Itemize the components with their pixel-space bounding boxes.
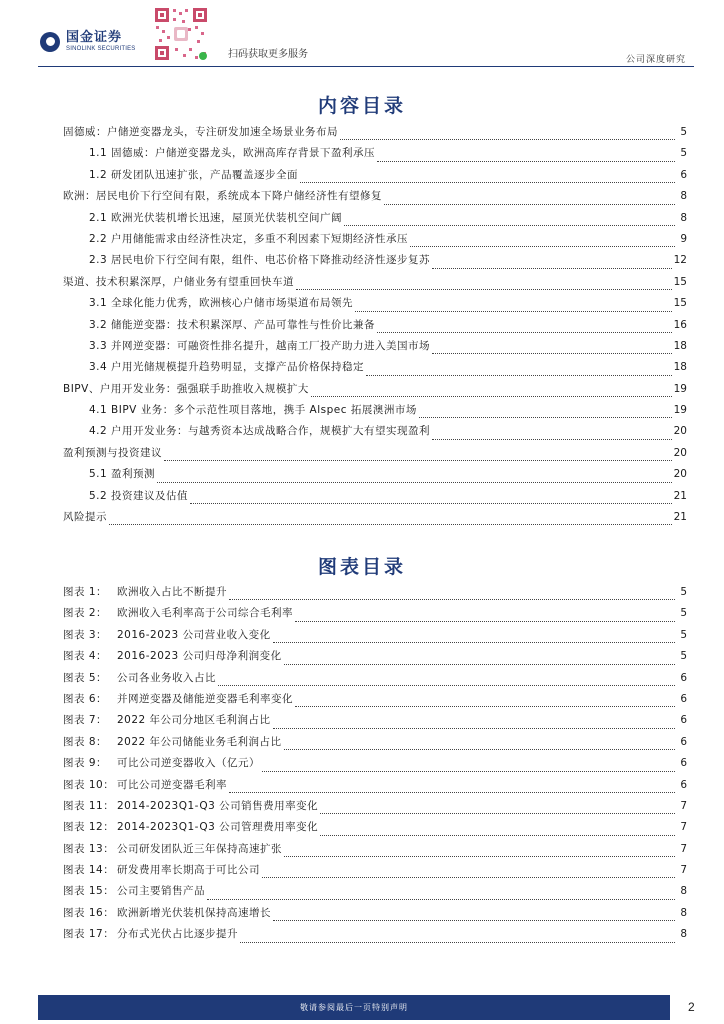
toc-entry-label: 盈利预测与投资建议 — [63, 446, 162, 459]
toc-entry-page: 16 — [673, 318, 687, 331]
toc-dot-leader — [344, 224, 675, 226]
figure-dot-leader — [229, 598, 675, 600]
toc-subsection-entry[interactable] — [63, 466, 687, 487]
toc-entry-label: BIPV、户用开发业务：强强联手助推收入规模扩大 — [63, 382, 309, 395]
toc-entry-label: 欧洲：居民电价下行空间有限，系统成本下降户储经济性有望修复 — [63, 190, 382, 203]
toc-entry-page: 9 — [680, 232, 687, 245]
qr-code-icon[interactable] — [153, 6, 209, 62]
toc-entry-page: 5 — [680, 126, 687, 138]
toc-entry-page: 19 — [673, 404, 687, 417]
figure-number: 图表 6： — [63, 692, 108, 705]
figure-dot-leader — [295, 705, 675, 707]
footer-band — [38, 995, 670, 1020]
toc-dot-leader — [377, 160, 675, 162]
toc-subsection-entry[interactable] — [63, 317, 687, 338]
toc-entry-page: 19 — [673, 382, 687, 395]
toc-entry-page: 6 — [680, 168, 687, 181]
figure-entry-label — [63, 627, 271, 642]
figure-number: 图表 2： — [63, 607, 108, 620]
figure-dot-leader — [207, 898, 675, 900]
figure-caption: 欧洲收入占比不断提升 — [117, 586, 227, 598]
toc-entry-page: 15 — [673, 297, 687, 310]
figure-number: 图表 4： — [63, 650, 108, 663]
toc-subsection-entry[interactable] — [63, 338, 687, 359]
figure-entry-label — [63, 755, 260, 770]
figure-dot-leader — [262, 770, 675, 772]
figure-caption: 欧洲新增光伏装机保持高速增长 — [117, 906, 271, 919]
toc-dot-leader — [410, 245, 675, 247]
figure-number: 图表 10： — [63, 778, 115, 791]
figure-number: 图表 13： — [63, 842, 115, 855]
figure-caption: 公司各业务收入占比 — [117, 671, 216, 684]
toc-subsection-entry[interactable] — [63, 359, 687, 380]
figure-entry-page: 7 — [680, 821, 687, 834]
figure-caption: 可比公司逆变器毛利率 — [117, 778, 227, 791]
figure-caption: 研发费用率长期高于可比公司 — [117, 864, 260, 877]
toc-section-entry[interactable] — [63, 124, 687, 145]
figure-entry-page: 7 — [680, 799, 687, 812]
figure-caption: 2014-2023Q1-Q3 公司管理费用率变化 — [117, 821, 319, 834]
figure-number: 图表 11： — [63, 799, 115, 812]
toc-entry-page: 18 — [673, 361, 687, 374]
figure-dot-leader — [320, 834, 675, 836]
figure-entry-page: 8 — [680, 928, 687, 941]
figure-entry-label — [63, 734, 282, 749]
toc-entry-page: 8 — [680, 190, 687, 203]
figure-entry-label — [63, 819, 318, 834]
toc-subsection-entry[interactable] — [63, 423, 687, 444]
figure-number: 图表 9： — [63, 757, 108, 770]
figure-list-entry[interactable] — [63, 905, 687, 926]
figure-list-entry[interactable] — [63, 605, 687, 626]
figure-list-entry[interactable] — [63, 883, 687, 904]
toc-entry-label: 3.4 户用光储规模提升趋势明显，支撑产品价格保持稳定 — [89, 361, 365, 374]
header-divider — [38, 66, 694, 67]
toc-dot-leader — [190, 502, 672, 504]
toc-dot-leader — [296, 288, 672, 290]
toc-entry-page: 18 — [673, 339, 687, 352]
figure-number: 图表 8： — [63, 735, 108, 748]
toc-dot-leader — [311, 395, 672, 397]
figure-list-entry[interactable] — [63, 755, 687, 776]
toc-entry-label: 固德威：户储逆变器龙头，专注研发加速全场景业务布局 — [63, 126, 338, 138]
figure-entry-label — [63, 584, 227, 599]
toc-entry-page: 8 — [680, 211, 687, 224]
toc-entry-label: 2.2 户用储能需求由经济性决定，多重不利因素下短期经济性承压 — [89, 232, 409, 245]
figure-entry-page: 5 — [680, 650, 687, 663]
toc-entry-label: 2.1 欧洲光伏装机增长迅速，屋顶光伏装机空间广阔 — [89, 211, 343, 224]
toc-subsection-entry[interactable] — [63, 231, 687, 252]
figure-entry-page: 5 — [680, 628, 687, 641]
toc-subsection-entry[interactable] — [63, 145, 687, 166]
toc-entry-label: 4.1 BIPV 业务：多个示范性项目落地，携手 Alspec 拓展澳洲市场 — [89, 404, 417, 417]
figure-caption: 可比公司逆变器收入（亿元） — [117, 757, 260, 770]
brand-name-cn: 国金证券 — [66, 30, 123, 45]
figure-entry-page: 6 — [680, 778, 687, 791]
toc-entry-label: 3.2 储能逆变器：技术积累深厚、产品可靠性与性价比兼备 — [89, 318, 376, 331]
figure-list-entry[interactable] — [63, 712, 687, 733]
figure-list — [63, 584, 687, 948]
figure-number: 图表 15： — [63, 885, 115, 898]
figure-caption: 欧洲收入毛利率高于公司综合毛利率 — [117, 607, 293, 620]
toc-subsection-entry[interactable] — [63, 488, 687, 509]
toc-dot-leader — [384, 203, 675, 205]
figure-entry-label — [63, 712, 271, 727]
brand-logo — [40, 30, 135, 53]
figure-entry-label — [63, 605, 293, 620]
figure-list-entry[interactable] — [63, 819, 687, 840]
toc-entry-label: 1.1 固德威：户储逆变器龙头，欧洲高库存背景下盈利承压 — [89, 147, 376, 160]
toc-list — [63, 124, 687, 530]
figure-number: 图表 14： — [63, 864, 115, 877]
figure-dot-leader — [229, 791, 675, 793]
footer-disclaimer[interactable]: 敬请参阅最后一页特别声明 — [300, 1003, 408, 1012]
toc-dot-leader — [164, 459, 672, 461]
figure-dot-leader — [273, 919, 675, 921]
toc-subsection-entry[interactable] — [63, 295, 687, 316]
toc-entry-label: 5.2 投资建议及估值 — [89, 489, 189, 502]
toc-subsection-entry[interactable] — [63, 402, 687, 423]
toc-entry-page: 20 — [673, 468, 687, 481]
brand-name-en: SINOLINK SECURITIES — [66, 46, 136, 52]
toc-dot-leader — [432, 352, 672, 354]
figure-caption: 2016-2023 公司归母净利润变化 — [117, 650, 282, 663]
figure-dot-leader — [273, 727, 675, 729]
toc-dot-leader — [419, 416, 672, 418]
figure-entry-page: 6 — [680, 735, 687, 748]
toc-entry-label: 渠道、技术积累深厚，户储业务有望重回快车道 — [63, 275, 294, 288]
figure-caption: 2022 年公司储能业务毛利润占比 — [117, 735, 282, 748]
figure-list-entry[interactable] — [63, 627, 687, 648]
toc-dot-leader — [432, 267, 672, 269]
figure-entry-page: 5 — [680, 586, 687, 598]
toc-dot-leader — [340, 138, 675, 140]
figure-list-title: 图表目录 — [317, 556, 406, 578]
figure-entry-label — [63, 648, 282, 663]
figure-caption: 并网逆变器及储能逆变器毛利率变化 — [117, 692, 293, 705]
figure-entry-label — [63, 798, 318, 813]
figure-list-entry[interactable] — [63, 670, 687, 691]
figure-dot-leader — [284, 663, 675, 665]
toc-entry-page: 21 — [673, 511, 687, 524]
figure-number: 图表 17： — [63, 928, 115, 941]
toc-entry-label: 2.3 居民电价下行空间有限，组件、电芯价格下降推动经济性逐步复苏 — [89, 254, 431, 267]
toc-dot-leader — [355, 310, 672, 312]
toc-entry-page: 5 — [680, 147, 687, 160]
toc-subsection-entry[interactable] — [63, 210, 687, 231]
figure-number: 图表 7： — [63, 714, 108, 727]
toc-dot-leader — [109, 523, 672, 525]
toc-entry-label: 1.2 研发团队迅速扩张，产品覆盖逐步全面 — [89, 168, 299, 181]
toc-entry-page: 20 — [673, 425, 687, 438]
figure-entry-page: 6 — [680, 714, 687, 727]
figure-entry-page: 7 — [680, 842, 687, 855]
toc-entry-page: 21 — [673, 489, 687, 502]
figure-entry-label — [63, 862, 260, 877]
figure-entry-label — [63, 905, 271, 920]
toc-entry-label: 4.2 户用开发业务：与越秀资本达成战略合作，规模扩大有望实现盈利 — [89, 425, 431, 438]
toc-entry-label: 5.1 盈利预测 — [89, 468, 156, 481]
qr-caption: 扫码获取更多服务 — [228, 49, 308, 60]
figure-number: 图表 12： — [63, 821, 115, 834]
toc-subsection-entry[interactable] — [63, 252, 687, 273]
figure-caption: 2014-2023Q1-Q3 公司销售费用率变化 — [117, 799, 319, 812]
figure-entry-page: 7 — [680, 864, 687, 877]
toc-subsection-entry[interactable] — [63, 167, 687, 188]
figure-list-entry[interactable] — [63, 734, 687, 755]
toc-entry-page: 12 — [673, 254, 687, 267]
toc-dot-leader — [366, 374, 672, 376]
figure-caption: 2016-2023 公司营业收入变化 — [117, 628, 271, 641]
figure-entry-page: 6 — [680, 757, 687, 770]
figure-dot-leader — [218, 684, 675, 686]
figure-entry-page: 6 — [680, 671, 687, 684]
figure-number: 图表 16： — [63, 906, 115, 919]
figure-dot-leader — [284, 748, 675, 750]
figure-dot-leader — [284, 855, 675, 857]
toc-dot-leader — [377, 331, 672, 333]
report-type-label: 公司深度研究 — [625, 55, 686, 65]
figure-list-entry[interactable] — [63, 862, 687, 883]
figure-list-entry[interactable] — [63, 648, 687, 669]
figure-entry-page: 8 — [680, 885, 687, 898]
figure-entry-label — [63, 926, 238, 941]
sinolink-logo-icon — [40, 32, 60, 52]
page-number: 2 — [688, 1000, 695, 1014]
figure-entry-label — [63, 691, 293, 706]
figure-list-entry[interactable] — [63, 691, 687, 712]
figure-dot-leader — [320, 812, 675, 814]
toc-entry-page: 20 — [673, 446, 687, 459]
figure-entry-page: 8 — [680, 906, 687, 919]
toc-entry-label: 3.1 全球化能力优秀，欧洲核心户储市场渠道布局领先 — [89, 297, 354, 310]
figure-caption: 分布式光伏占比逐步提升 — [117, 928, 238, 941]
figure-number: 图表 3： — [63, 628, 108, 641]
figure-caption: 公司研发团队近三年保持高速扩张 — [117, 842, 282, 855]
toc-entry-label: 3.3 并网逆变器：可融资性排名提升，越南工厂投产助力进入美国市场 — [89, 339, 431, 352]
toc-entry-page: 15 — [673, 275, 687, 288]
figure-entry-page: 5 — [680, 607, 687, 620]
figure-caption: 2022 年公司分地区毛利润占比 — [117, 714, 271, 727]
figure-number: 图表 5： — [63, 671, 108, 684]
toc-dot-leader — [300, 181, 675, 183]
figure-dot-leader — [273, 641, 675, 643]
figure-list-entry[interactable] — [63, 798, 687, 819]
figure-number: 图表 1： — [63, 586, 108, 598]
figure-entry-label — [63, 670, 216, 685]
page-header — [0, 0, 724, 72]
toc-section-entry[interactable] — [63, 274, 687, 295]
figure-list-entry[interactable] — [63, 584, 687, 605]
figure-dot-leader — [295, 620, 675, 622]
toc-dot-leader — [432, 438, 672, 440]
toc-section-entry[interactable] — [63, 509, 687, 530]
figure-entry-label — [63, 883, 205, 898]
toc-section-entry[interactable] — [63, 188, 687, 209]
figure-list-entry[interactable] — [63, 841, 687, 862]
toc-dot-leader — [157, 481, 672, 483]
toc-entry-label: 风险提示 — [63, 511, 107, 524]
toc-section-entry[interactable] — [63, 381, 687, 402]
figure-caption: 公司主要销售产品 — [117, 885, 205, 898]
figure-entry-label — [63, 777, 227, 792]
figure-dot-leader — [262, 876, 675, 878]
toc-section-entry[interactable] — [63, 445, 687, 466]
figure-dot-leader — [240, 941, 675, 943]
toc-title: 内容目录 — [317, 95, 406, 117]
figure-list-entry[interactable] — [63, 926, 687, 947]
figure-entry-label — [63, 841, 282, 856]
figure-entry-page: 6 — [680, 692, 687, 705]
figure-list-entry[interactable] — [63, 777, 687, 798]
